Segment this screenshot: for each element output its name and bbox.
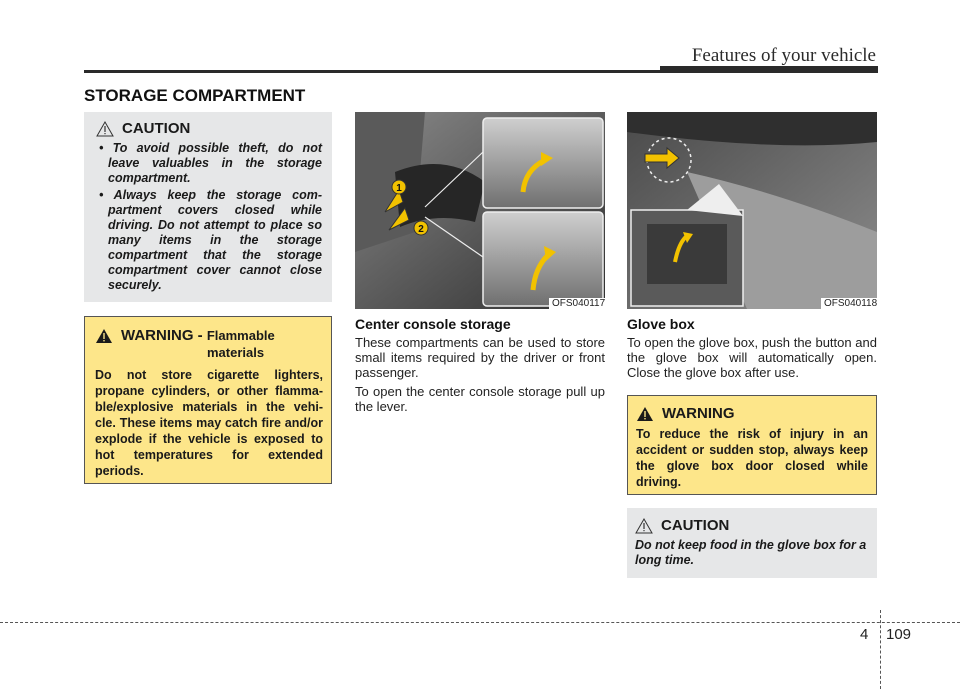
- center-console-para-2: To open the center console storage pull up the lever.: [355, 384, 605, 414]
- callout-2: 2: [418, 224, 424, 235]
- callout-1: 1: [396, 183, 402, 194]
- warning-triangle-icon: [636, 406, 654, 422]
- caution-title: CAUTION: [122, 120, 191, 137]
- warning-title-suffix: Flammable: [206, 328, 275, 343]
- center-console-image-code: OFS040117: [549, 298, 608, 309]
- glove-box-para-1: To open the glove box, push the button and the glove box will automatically open. Close the glove box after use.: [627, 335, 877, 380]
- caution-list: [96, 141, 322, 293]
- center-console-heading: Center console storage: [355, 316, 511, 332]
- caution-right-title: CAUTION: [661, 517, 730, 534]
- footer-rule: [0, 622, 960, 623]
- caution-box-right: [627, 508, 877, 578]
- warning-box-left: [84, 316, 332, 484]
- warning-right-body: To reduce the risk of injury in an accident or sudden stop, always keep the glove box door closed while driving.: [636, 427, 868, 489]
- warning-title-block: [121, 327, 275, 361]
- caution-heading: [96, 120, 322, 137]
- footer-divider: [880, 610, 881, 689]
- caution-item-1: • To avoid possible theft, do not leave valuables in the storage compartment.: [99, 141, 322, 185]
- warning-triangle-outline-icon: [96, 121, 114, 137]
- warning-title-suffix2: materials: [207, 345, 265, 360]
- warning-heading: [95, 327, 323, 361]
- chapter-number: 4: [860, 626, 869, 643]
- center-console-photo: [355, 112, 605, 309]
- center-console-illustration: [355, 112, 605, 309]
- caution-right-body: Do not keep food in the glove box for a long time.: [635, 538, 867, 567]
- warning-body: Do not store cigarette lighters, propane cylinders, or other flamma- ble/explosive materials in the vehi- cle. These items may catch fire and/or explode if the vehicle is exposed to hot temperatures for extended periods.: [95, 368, 323, 478]
- page-number: 109: [886, 626, 912, 643]
- glove-box-image-code: OFS040118: [821, 298, 880, 309]
- warning-triangle-outline-icon: [635, 518, 653, 534]
- glove-box-illustration: [627, 112, 877, 309]
- glove-box-photo: [627, 112, 877, 309]
- warning-right-heading: [636, 405, 868, 422]
- caution-box-left: [84, 112, 332, 302]
- header-rule-accent: [660, 66, 878, 73]
- page-title: STORAGE COMPARTMENT: [84, 86, 306, 105]
- caution-right-heading: [635, 517, 869, 534]
- warning-triangle-icon: [95, 328, 113, 344]
- glove-box-heading: Glove box: [627, 316, 695, 332]
- warning-right-title: WARNING: [662, 405, 735, 422]
- warning-title: WARNING -: [121, 327, 207, 344]
- center-console-para-1: These compartments can be used to store small items required by the driver or front passenger.: [355, 335, 605, 380]
- caution-item-2: • Always keep the storage com- partment covers closed while driving. Do not attempt to place so many items in the storage compartment that the storage compartment cover cannot close securely.: [99, 188, 322, 292]
- warning-box-right: [627, 395, 877, 495]
- running-header: Features of your vehicle: [691, 45, 876, 66]
